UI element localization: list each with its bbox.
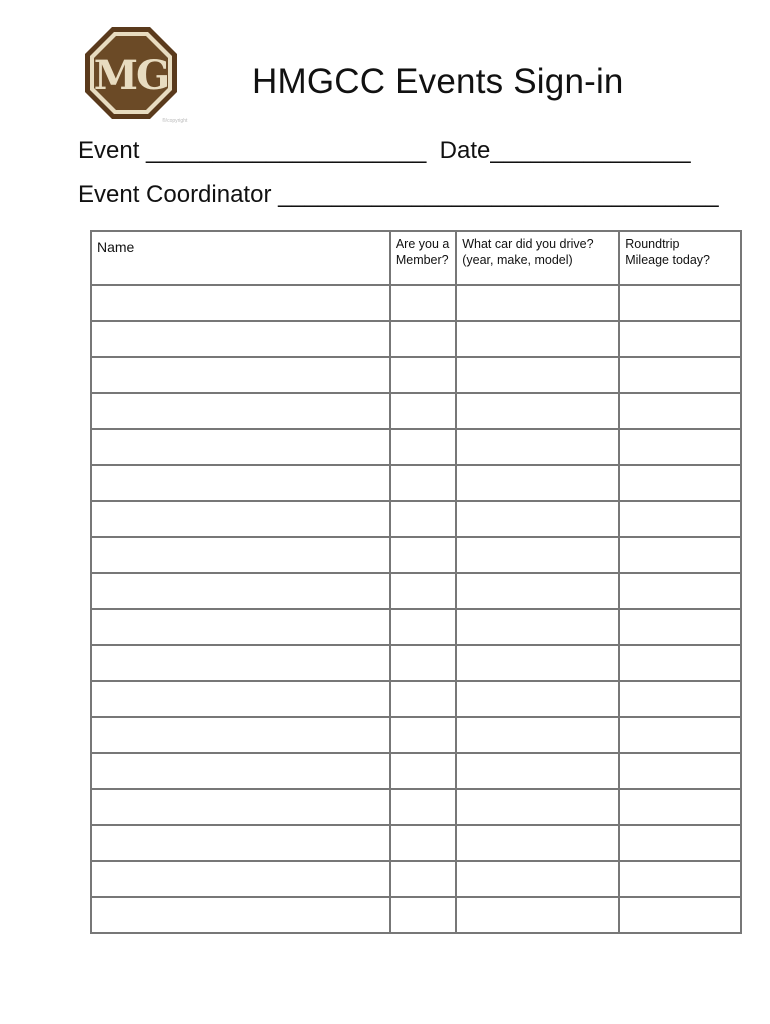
table-row <box>91 573 741 609</box>
name-cell[interactable] <box>91 645 390 681</box>
header-member: Are you a Member? <box>390 231 456 285</box>
car-cell[interactable] <box>456 753 619 789</box>
mileage-cell[interactable] <box>619 897 741 933</box>
table-row <box>91 429 741 465</box>
mileage-cell[interactable] <box>619 285 741 321</box>
table-row <box>91 609 741 645</box>
table-row <box>91 861 741 897</box>
member-cell[interactable] <box>390 573 456 609</box>
header-name: Name <box>91 231 390 285</box>
mileage-cell[interactable] <box>619 609 741 645</box>
name-cell[interactable] <box>91 825 390 861</box>
mileage-cell[interactable] <box>619 645 741 681</box>
car-cell[interactable] <box>456 393 619 429</box>
car-cell[interactable] <box>456 897 619 933</box>
table-row <box>91 321 741 357</box>
table-row <box>91 753 741 789</box>
name-cell[interactable] <box>91 573 390 609</box>
mileage-cell[interactable] <box>619 825 741 861</box>
mileage-cell[interactable] <box>619 393 741 429</box>
table-row <box>91 681 741 717</box>
member-cell[interactable] <box>390 753 456 789</box>
car-cell[interactable] <box>456 609 619 645</box>
car-cell[interactable] <box>456 429 619 465</box>
mileage-cell[interactable] <box>619 321 741 357</box>
mileage-cell[interactable] <box>619 501 741 537</box>
name-cell[interactable] <box>91 465 390 501</box>
name-cell[interactable] <box>91 609 390 645</box>
header-car: What car did you drive? (year, make, model) <box>456 231 619 285</box>
car-cell[interactable] <box>456 789 619 825</box>
mileage-cell[interactable] <box>619 465 741 501</box>
car-cell[interactable] <box>456 357 619 393</box>
event-coordinator-line: Event Coordinator _________________________________ <box>78 181 719 208</box>
logo-registered-mark: ®/copyright <box>162 118 188 124</box>
car-cell[interactable] <box>456 681 619 717</box>
mileage-cell[interactable] <box>619 573 741 609</box>
name-cell[interactable] <box>91 285 390 321</box>
name-cell[interactable] <box>91 393 390 429</box>
name-cell[interactable] <box>91 897 390 933</box>
event-date-line: Event _____________________ Date_______________ <box>78 137 691 164</box>
car-cell[interactable] <box>456 717 619 753</box>
mileage-cell[interactable] <box>619 429 741 465</box>
table-row <box>91 537 741 573</box>
header-mileage: Roundtrip Mileage today? <box>619 231 741 285</box>
table-row <box>91 393 741 429</box>
car-cell[interactable] <box>456 645 619 681</box>
name-cell[interactable] <box>91 789 390 825</box>
mileage-cell[interactable] <box>619 789 741 825</box>
mileage-cell[interactable] <box>619 861 741 897</box>
mileage-cell[interactable] <box>619 537 741 573</box>
member-cell[interactable] <box>390 321 456 357</box>
car-cell[interactable] <box>456 285 619 321</box>
page-title: HMGCC Events Sign-in <box>252 62 624 101</box>
member-cell[interactable] <box>390 537 456 573</box>
car-cell[interactable] <box>456 465 619 501</box>
sign-in-table <box>90 230 742 934</box>
name-cell[interactable] <box>91 429 390 465</box>
member-cell[interactable] <box>390 393 456 429</box>
name-cell[interactable] <box>91 681 390 717</box>
logo-text: MG <box>93 52 169 99</box>
table-row <box>91 501 741 537</box>
car-cell[interactable] <box>456 321 619 357</box>
member-cell[interactable] <box>390 897 456 933</box>
name-cell[interactable] <box>91 861 390 897</box>
member-cell[interactable] <box>390 429 456 465</box>
member-cell[interactable] <box>390 645 456 681</box>
table-header-row <box>91 231 741 285</box>
member-cell[interactable] <box>390 825 456 861</box>
name-cell[interactable] <box>91 753 390 789</box>
car-cell[interactable] <box>456 825 619 861</box>
table-row <box>91 645 741 681</box>
mileage-cell[interactable] <box>619 753 741 789</box>
name-cell[interactable] <box>91 717 390 753</box>
name-cell[interactable] <box>91 501 390 537</box>
member-cell[interactable] <box>390 501 456 537</box>
car-cell[interactable] <box>456 501 619 537</box>
car-cell[interactable] <box>456 573 619 609</box>
member-cell[interactable] <box>390 861 456 897</box>
mileage-cell[interactable] <box>619 681 741 717</box>
name-cell[interactable] <box>91 357 390 393</box>
name-cell[interactable] <box>91 321 390 357</box>
member-cell[interactable] <box>390 465 456 501</box>
table-row <box>91 465 741 501</box>
car-cell[interactable] <box>456 537 619 573</box>
member-cell[interactable] <box>390 717 456 753</box>
table-row <box>91 825 741 861</box>
mg-logo <box>85 27 177 119</box>
table-row <box>91 357 741 393</box>
table-row <box>91 717 741 753</box>
table-row <box>91 897 741 933</box>
mileage-cell[interactable] <box>619 717 741 753</box>
table-row <box>91 789 741 825</box>
member-cell[interactable] <box>390 681 456 717</box>
table-row <box>91 285 741 321</box>
mileage-cell[interactable] <box>619 357 741 393</box>
member-cell[interactable] <box>390 789 456 825</box>
member-cell[interactable] <box>390 285 456 321</box>
member-cell[interactable] <box>390 609 456 645</box>
car-cell[interactable] <box>456 861 619 897</box>
member-cell[interactable] <box>390 357 456 393</box>
name-cell[interactable] <box>91 537 390 573</box>
